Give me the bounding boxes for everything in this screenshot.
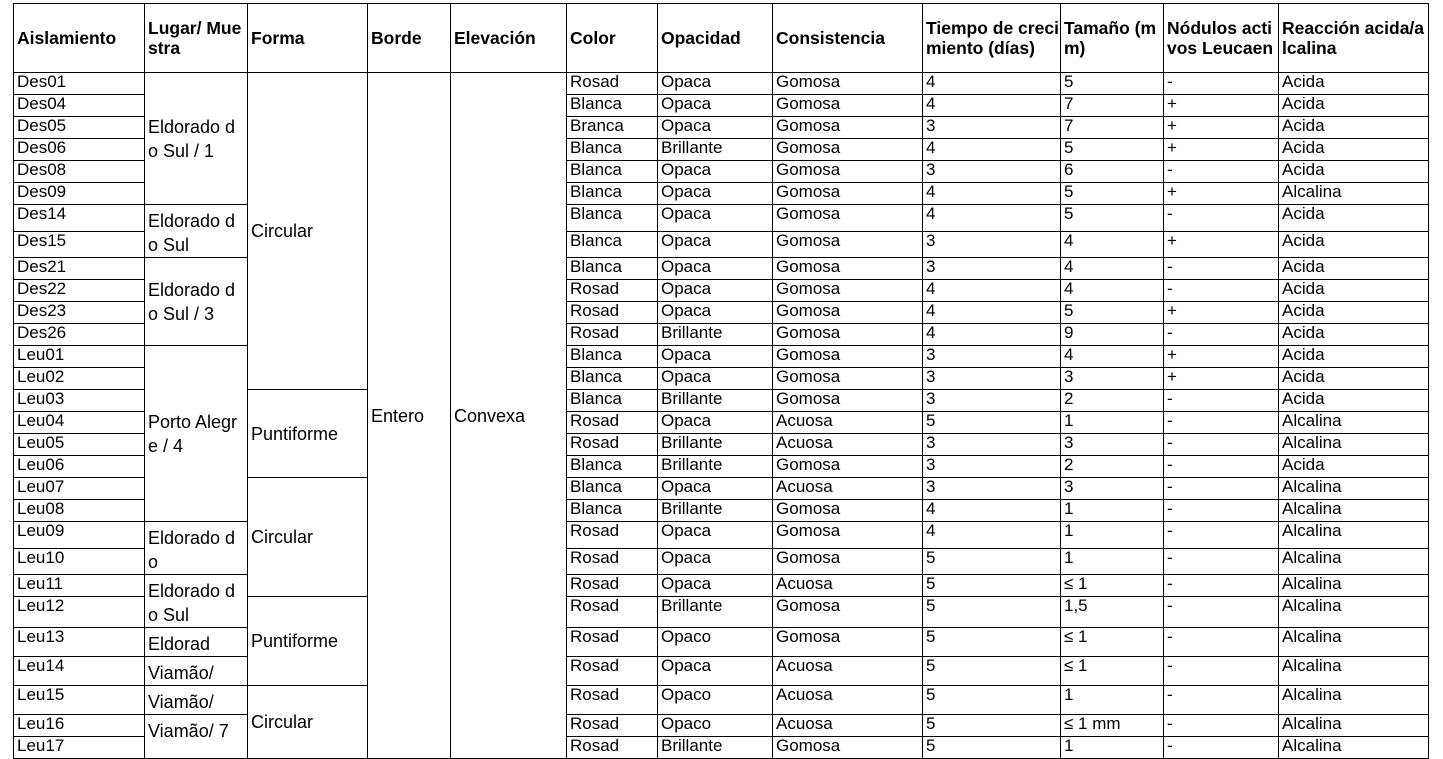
isolate-id-cell: Des09	[14, 183, 145, 205]
color-cell: Rosad	[567, 280, 658, 302]
reaction-cell: Alcalina	[1279, 715, 1429, 737]
nodules-cell: -	[1164, 205, 1279, 232]
table-row	[14, 657, 1429, 686]
size-cell: ≤ 1	[1061, 657, 1164, 686]
consistency-cell: Acuosa	[773, 657, 923, 686]
size-cell: 3	[1061, 434, 1164, 456]
reaction-cell: Alcalina	[1279, 478, 1429, 500]
size-cell: 1	[1061, 686, 1164, 715]
reaction-cell: Acida	[1279, 346, 1429, 368]
border-cell: Entero	[368, 73, 451, 759]
color-cell: Rosad	[567, 575, 658, 597]
size-cell: 1	[1061, 737, 1164, 759]
location-sample-cell: Eldorado do Sul / 1	[145, 73, 248, 205]
reaction-cell: Acida	[1279, 95, 1429, 117]
nodules-cell: -	[1164, 478, 1279, 500]
growth-time-cell: 3	[923, 434, 1061, 456]
nodules-cell: +	[1164, 231, 1279, 258]
nodules-cell: -	[1164, 280, 1279, 302]
reaction-cell: Alcalina	[1279, 548, 1429, 575]
isolate-id-cell: Leu06	[14, 456, 145, 478]
reaction-cell: Alcalina	[1279, 657, 1429, 686]
size-cell: ≤ 1	[1061, 575, 1164, 597]
isolate-id-cell: Des26	[14, 324, 145, 346]
size-cell: 1	[1061, 548, 1164, 575]
reaction-cell: Alcalina	[1279, 522, 1429, 549]
size-cell: 7	[1061, 117, 1164, 139]
size-cell: 4	[1061, 280, 1164, 302]
nodules-cell: -	[1164, 522, 1279, 549]
consistency-cell: Gomosa	[773, 548, 923, 575]
color-cell: Blanca	[567, 478, 658, 500]
consistency-cell: Gomosa	[773, 597, 923, 628]
growth-time-cell: 4	[923, 500, 1061, 522]
color-cell: Blanca	[567, 456, 658, 478]
size-cell: 2	[1061, 456, 1164, 478]
opacity-cell: Opaca	[658, 205, 773, 232]
nodules-cell: -	[1164, 737, 1279, 759]
isolates-table	[13, 3, 1429, 759]
opacity-cell: Opaca	[658, 258, 773, 280]
color-cell: Rosad	[567, 522, 658, 549]
isolate-id-cell: Leu05	[14, 434, 145, 456]
growth-time-cell: 3	[923, 478, 1061, 500]
nodules-cell: +	[1164, 183, 1279, 205]
size-cell: 1	[1061, 500, 1164, 522]
consistency-cell: Gomosa	[773, 737, 923, 759]
size-cell: 9	[1061, 324, 1164, 346]
reaction-cell: Acida	[1279, 302, 1429, 324]
reaction-cell: Alcalina	[1279, 412, 1429, 434]
reaction-cell: Acida	[1279, 139, 1429, 161]
nodules-cell: -	[1164, 686, 1279, 715]
location-sample-cell: Viamão/	[145, 686, 248, 715]
shape-cell: Puntiforme	[248, 390, 368, 478]
opacity-cell: Brillante	[658, 737, 773, 759]
opacity-cell: Brillante	[658, 500, 773, 522]
isolate-id-cell: Leu14	[14, 657, 145, 686]
opacity-cell: Brillante	[658, 456, 773, 478]
table-row	[14, 258, 1429, 280]
isolate-id-cell: Des21	[14, 258, 145, 280]
table-row	[14, 628, 1429, 657]
nodules-cell: -	[1164, 628, 1279, 657]
nodules-cell: -	[1164, 657, 1279, 686]
growth-time-cell: 4	[923, 205, 1061, 232]
opacity-cell: Brillante	[658, 597, 773, 628]
opacity-cell: Opaco	[658, 628, 773, 657]
location-sample-cell: Eldorad	[145, 628, 248, 657]
color-cell: Rosad	[567, 686, 658, 715]
isolate-id-cell: Leu10	[14, 548, 145, 575]
opacity-cell: Opaca	[658, 657, 773, 686]
nodules-cell: -	[1164, 161, 1279, 183]
shape-cell: Circular	[248, 73, 368, 390]
isolate-id-cell: Leu03	[14, 390, 145, 412]
reaction-cell: Alcalina	[1279, 575, 1429, 597]
isolate-id-cell: Leu15	[14, 686, 145, 715]
consistency-cell: Gomosa	[773, 456, 923, 478]
opacity-cell: Opaca	[658, 161, 773, 183]
reaction-cell: Alcalina	[1279, 628, 1429, 657]
size-cell: 4	[1061, 258, 1164, 280]
color-cell: Blanca	[567, 161, 658, 183]
nodules-cell: -	[1164, 73, 1279, 95]
header-cell: Tiempo de crecimiento (días)	[923, 4, 1061, 73]
consistency-cell: Gomosa	[773, 73, 923, 95]
reaction-cell: Acida	[1279, 161, 1429, 183]
reaction-cell: Acida	[1279, 280, 1429, 302]
table-row	[14, 205, 1429, 232]
growth-time-cell: 3	[923, 346, 1061, 368]
nodules-cell: +	[1164, 117, 1279, 139]
size-cell: 1	[1061, 522, 1164, 549]
color-cell: Blanca	[567, 346, 658, 368]
nodules-cell: -	[1164, 597, 1279, 628]
consistency-cell: Gomosa	[773, 139, 923, 161]
reaction-cell: Acida	[1279, 456, 1429, 478]
growth-time-cell: 5	[923, 597, 1061, 628]
color-cell: Rosad	[567, 715, 658, 737]
opacity-cell: Opaca	[658, 522, 773, 549]
nodules-cell: +	[1164, 95, 1279, 117]
isolate-id-cell: Des22	[14, 280, 145, 302]
size-cell: ≤ 1 mm	[1061, 715, 1164, 737]
nodules-cell: +	[1164, 302, 1279, 324]
size-cell: 2	[1061, 390, 1164, 412]
reaction-cell: Acida	[1279, 368, 1429, 390]
header-cell: Color	[567, 4, 658, 73]
growth-time-cell: 5	[923, 575, 1061, 597]
color-cell: Rosad	[567, 302, 658, 324]
isolate-id-cell: Leu13	[14, 628, 145, 657]
consistency-cell: Gomosa	[773, 302, 923, 324]
color-cell: Rosad	[567, 548, 658, 575]
opacity-cell: Opaca	[658, 117, 773, 139]
growth-time-cell: 3	[923, 456, 1061, 478]
growth-time-cell: 5	[923, 412, 1061, 434]
consistency-cell: Gomosa	[773, 390, 923, 412]
opacity-cell: Opaca	[658, 548, 773, 575]
color-cell: Blanca	[567, 231, 658, 258]
nodules-cell: -	[1164, 715, 1279, 737]
color-cell: Rosad	[567, 628, 658, 657]
color-cell: Rosad	[567, 73, 658, 95]
size-cell: 1	[1061, 412, 1164, 434]
consistency-cell: Acuosa	[773, 686, 923, 715]
reaction-cell: Acida	[1279, 258, 1429, 280]
color-cell: Rosad	[567, 434, 658, 456]
color-cell: Blanca	[567, 258, 658, 280]
size-cell: 3	[1061, 478, 1164, 500]
growth-time-cell: 4	[923, 522, 1061, 549]
consistency-cell: Acuosa	[773, 412, 923, 434]
consistency-cell: Acuosa	[773, 434, 923, 456]
growth-time-cell: 3	[923, 258, 1061, 280]
color-cell: Blanca	[567, 390, 658, 412]
nodules-cell: -	[1164, 412, 1279, 434]
color-cell: Rosad	[567, 737, 658, 759]
color-cell: Rosad	[567, 657, 658, 686]
color-cell: Blanca	[567, 500, 658, 522]
opacity-cell: Opaca	[658, 346, 773, 368]
location-sample-cell: Eldorado do Sul	[145, 575, 248, 628]
growth-time-cell: 3	[923, 231, 1061, 258]
size-cell: 6	[1061, 161, 1164, 183]
consistency-cell: Gomosa	[773, 231, 923, 258]
size-cell: 5	[1061, 183, 1164, 205]
consistency-cell: Acuosa	[773, 575, 923, 597]
nodules-cell: +	[1164, 139, 1279, 161]
consistency-cell: Gomosa	[773, 95, 923, 117]
size-cell: 3	[1061, 368, 1164, 390]
isolate-id-cell: Leu16	[14, 715, 145, 737]
opacity-cell: Brillante	[658, 139, 773, 161]
reaction-cell: Alcalina	[1279, 434, 1429, 456]
color-cell: Rosad	[567, 324, 658, 346]
opacity-cell: Opaca	[658, 575, 773, 597]
reaction-cell: Alcalina	[1279, 686, 1429, 715]
isolate-id-cell: Des23	[14, 302, 145, 324]
growth-time-cell: 4	[923, 73, 1061, 95]
header-cell: Lugar/ Muestra	[145, 4, 248, 73]
reaction-cell: Acida	[1279, 73, 1429, 95]
table-row	[14, 715, 1429, 737]
table-row	[14, 575, 1429, 597]
consistency-cell: Gomosa	[773, 324, 923, 346]
size-cell: 5	[1061, 73, 1164, 95]
color-cell: Rosad	[567, 597, 658, 628]
reaction-cell: Alcalina	[1279, 597, 1429, 628]
nodules-cell: -	[1164, 500, 1279, 522]
opacity-cell: Opaca	[658, 368, 773, 390]
opacity-cell: Brillante	[658, 324, 773, 346]
consistency-cell: Acuosa	[773, 478, 923, 500]
location-sample-cell: Eldorado do Sul / 3	[145, 258, 248, 346]
opacity-cell: Opaco	[658, 686, 773, 715]
growth-time-cell: 4	[923, 95, 1061, 117]
location-sample-cell: Viamão/ 7	[145, 715, 248, 759]
opacity-cell: Opaca	[658, 412, 773, 434]
consistency-cell: Gomosa	[773, 258, 923, 280]
isolate-id-cell: Des05	[14, 117, 145, 139]
header-cell: Forma	[248, 4, 368, 73]
isolate-id-cell: Des06	[14, 139, 145, 161]
elevation-cell: Convexa	[451, 73, 567, 759]
color-cell: Blanca	[567, 183, 658, 205]
reaction-cell: Alcalina	[1279, 737, 1429, 759]
isolate-id-cell: Leu04	[14, 412, 145, 434]
opacity-cell: Opaco	[658, 715, 773, 737]
opacity-cell: Brillante	[658, 434, 773, 456]
reaction-cell: Acida	[1279, 205, 1429, 232]
growth-time-cell: 5	[923, 657, 1061, 686]
growth-time-cell: 5	[923, 686, 1061, 715]
opacity-cell: Opaca	[658, 302, 773, 324]
location-sample-cell: Eldorado do Sul	[145, 205, 248, 258]
location-sample-cell: Viamão/	[145, 657, 248, 686]
header-cell: Aislamiento	[14, 4, 145, 73]
header-row	[14, 4, 1429, 73]
consistency-cell: Gomosa	[773, 183, 923, 205]
isolate-id-cell: Des04	[14, 95, 145, 117]
reaction-cell: Acida	[1279, 117, 1429, 139]
growth-time-cell: 5	[923, 737, 1061, 759]
consistency-cell: Gomosa	[773, 628, 923, 657]
shape-cell: Puntiforme	[248, 597, 368, 686]
isolate-id-cell: Des08	[14, 161, 145, 183]
isolate-id-cell: Des15	[14, 231, 145, 258]
size-cell: 5	[1061, 205, 1164, 232]
growth-time-cell: 3	[923, 390, 1061, 412]
consistency-cell: Gomosa	[773, 280, 923, 302]
size-cell: 5	[1061, 302, 1164, 324]
growth-time-cell: 4	[923, 183, 1061, 205]
nodules-cell: -	[1164, 456, 1279, 478]
size-cell: 5	[1061, 139, 1164, 161]
opacity-cell: Opaca	[658, 95, 773, 117]
isolate-id-cell: Leu01	[14, 346, 145, 368]
opacity-cell: Opaca	[658, 478, 773, 500]
nodules-cell: +	[1164, 368, 1279, 390]
consistency-cell: Gomosa	[773, 368, 923, 390]
reaction-cell: Acida	[1279, 324, 1429, 346]
growth-time-cell: 5	[923, 548, 1061, 575]
location-sample-cell: Porto Alegre / 4	[145, 346, 248, 522]
shape-cell: Circular	[248, 686, 368, 759]
consistency-cell: Gomosa	[773, 522, 923, 549]
header-cell: Tamaño (mm)	[1061, 4, 1164, 73]
growth-time-cell: 5	[923, 715, 1061, 737]
table-row	[14, 73, 1429, 95]
size-cell: 1,5	[1061, 597, 1164, 628]
consistency-cell: Gomosa	[773, 346, 923, 368]
opacity-cell: Brillante	[658, 390, 773, 412]
size-cell: ≤ 1	[1061, 628, 1164, 657]
nodules-cell: -	[1164, 390, 1279, 412]
size-cell: 7	[1061, 95, 1164, 117]
opacity-cell: Opaca	[658, 183, 773, 205]
isolate-id-cell: Des01	[14, 73, 145, 95]
table-body	[14, 73, 1429, 759]
color-cell: Rosad	[567, 412, 658, 434]
growth-time-cell: 3	[923, 117, 1061, 139]
opacity-cell: Opaca	[658, 280, 773, 302]
isolate-id-cell: Leu08	[14, 500, 145, 522]
header-cell: Opacidad	[658, 4, 773, 73]
header-cell: Borde	[368, 4, 451, 73]
isolate-id-cell: Leu11	[14, 575, 145, 597]
nodules-cell: -	[1164, 434, 1279, 456]
header-cell: Reacción acida/alcalina	[1279, 4, 1429, 73]
consistency-cell: Gomosa	[773, 205, 923, 232]
color-cell: Blanca	[567, 205, 658, 232]
location-sample-cell: Eldorado do	[145, 522, 248, 575]
color-cell: Blanca	[567, 95, 658, 117]
nodules-cell: -	[1164, 548, 1279, 575]
nodules-cell: -	[1164, 258, 1279, 280]
color-cell: Branca	[567, 117, 658, 139]
size-cell: 4	[1061, 346, 1164, 368]
reaction-cell: Alcalina	[1279, 183, 1429, 205]
color-cell: Blanca	[567, 139, 658, 161]
growth-time-cell: 4	[923, 324, 1061, 346]
size-cell: 4	[1061, 231, 1164, 258]
growth-time-cell: 4	[923, 280, 1061, 302]
isolate-id-cell: Des14	[14, 205, 145, 232]
nodules-cell: +	[1164, 346, 1279, 368]
isolate-id-cell: Leu02	[14, 368, 145, 390]
nodules-cell: -	[1164, 324, 1279, 346]
reaction-cell: Acida	[1279, 231, 1429, 258]
header-cell: Consistencia	[773, 4, 923, 73]
consistency-cell: Gomosa	[773, 161, 923, 183]
consistency-cell: Gomosa	[773, 117, 923, 139]
table-row	[14, 522, 1429, 549]
growth-time-cell: 3	[923, 161, 1061, 183]
table-row	[14, 686, 1429, 715]
growth-time-cell: 4	[923, 302, 1061, 324]
header-cell: Elevación	[451, 4, 567, 73]
nodules-cell: -	[1164, 575, 1279, 597]
shape-cell: Circular	[248, 478, 368, 597]
isolate-id-cell: Leu17	[14, 737, 145, 759]
isolate-id-cell: Leu09	[14, 522, 145, 549]
color-cell: Blanca	[567, 368, 658, 390]
growth-time-cell: 4	[923, 139, 1061, 161]
header-cell: Nódulos activos Leucaen	[1164, 4, 1279, 73]
growth-time-cell: 5	[923, 628, 1061, 657]
reaction-cell: Alcalina	[1279, 500, 1429, 522]
isolate-id-cell: Leu07	[14, 478, 145, 500]
opacity-cell: Opaca	[658, 231, 773, 258]
reaction-cell: Acida	[1279, 390, 1429, 412]
opacity-cell: Opaca	[658, 73, 773, 95]
consistency-cell: Gomosa	[773, 500, 923, 522]
growth-time-cell: 3	[923, 368, 1061, 390]
consistency-cell: Acuosa	[773, 715, 923, 737]
isolate-id-cell: Leu12	[14, 597, 145, 628]
table-row	[14, 346, 1429, 368]
